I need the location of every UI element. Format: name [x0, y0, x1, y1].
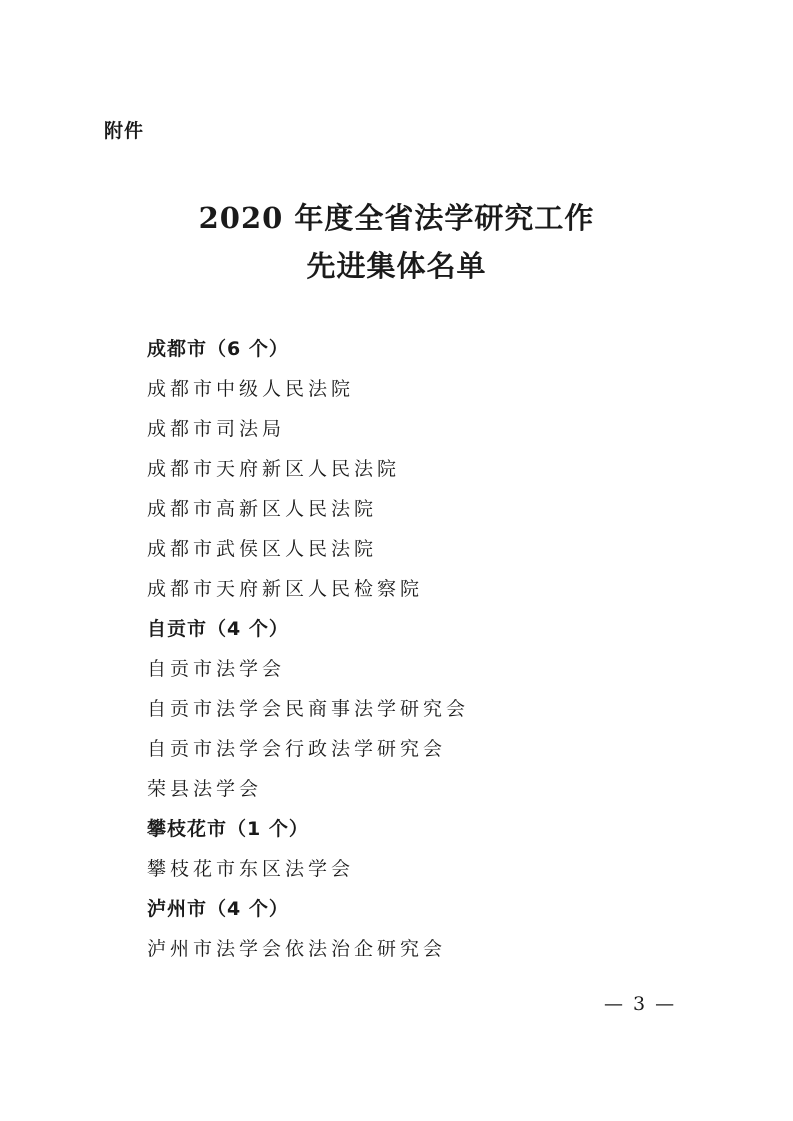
list-item: 自贡市法学会民商事法学研究会 — [147, 698, 470, 720]
group-heading-panzhihua: 攀枝花市（1 个） — [147, 818, 309, 840]
group-heading-zigong: 自贡市（4 个） — [147, 618, 289, 640]
unit-list — [147, 329, 747, 969]
list-item: 成都市司法局 — [147, 418, 286, 440]
list-item: 成都市高新区人民法院 — [147, 498, 378, 520]
list-item: 荣县法学会 — [147, 778, 263, 800]
group-heading-chengdu: 成都市（6 个） — [147, 338, 289, 360]
page-number: — 3 — — [604, 993, 677, 1015]
list-item: 自贡市法学会 — [147, 658, 286, 680]
list-item: 成都市天府新区人民法院 — [147, 458, 401, 480]
attachment-label: 附件 — [104, 120, 145, 142]
list-item: 成都市天府新区人民检察院 — [147, 578, 424, 600]
document-title-line2: 先进集体名单 — [306, 249, 487, 283]
document-title-line1: 2020 年度全省法学研究工作 — [198, 201, 595, 235]
list-item: 成都市中级人民法院 — [147, 378, 355, 400]
group-heading-luzhou: 泸州市（4 个） — [147, 898, 289, 920]
list-item: 成都市武侯区人民法院 — [147, 538, 378, 560]
list-item: 自贡市法学会行政法学研究会 — [147, 738, 447, 760]
list-item: 泸州市法学会依法治企研究会 — [147, 938, 447, 960]
list-item: 攀枝花市东区法学会 — [147, 858, 355, 880]
